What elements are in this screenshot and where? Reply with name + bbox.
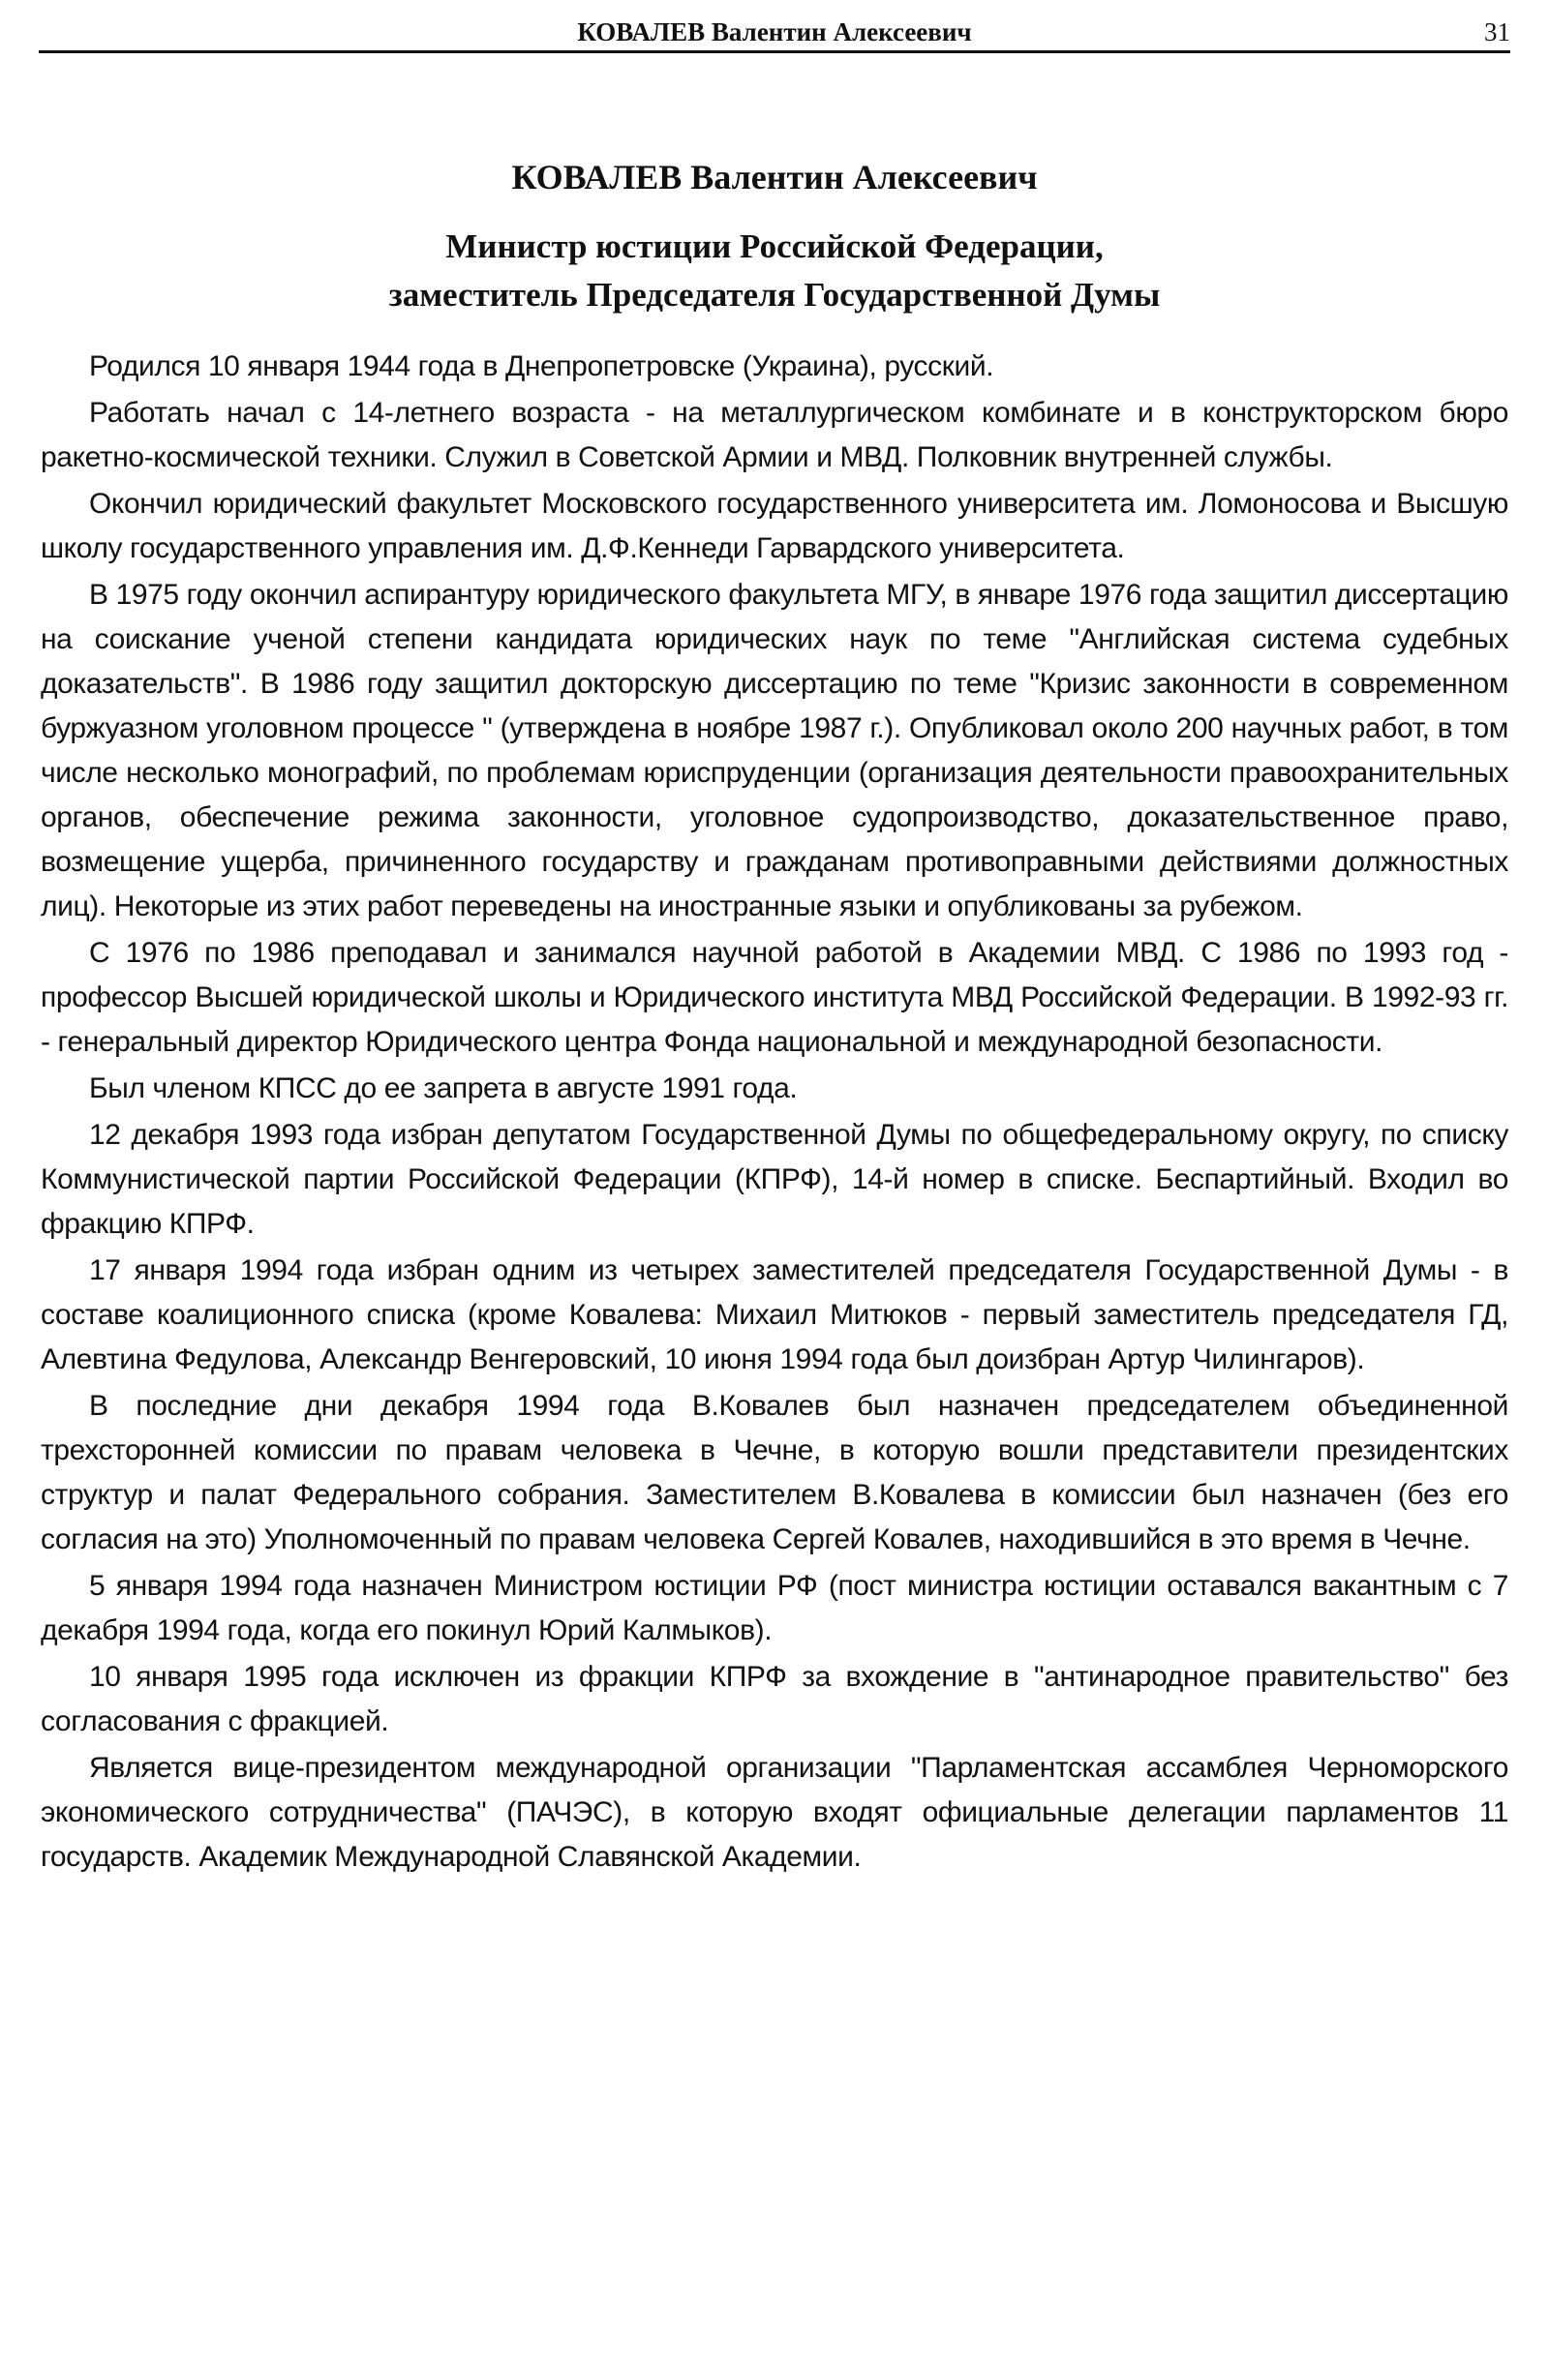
person-name: КОВАЛЕВ Валентин Алексеевич [511,158,1038,196]
biography-body [41,345,1508,1882]
paragraph: В последние дни декабря 1994 года В.Ковалев был назначен председателем объединенной трехсторонней комиссии по правам человека в Чечне, в которую вошли представители президентских структур и палат Федерального собрания. Заместителем В.Ковалева в комиссии был назначен (без его согласия на это) Уполномоченный по правам человека Сергей Ковалев, находившийся в это время в Чечне. [41,1390,1508,1555]
paragraph: С 1976 по 1986 преподавал и занимался научной работой в Академии МВД. С 1986 по 1993 год - профессор Высшей юридической школы и Юридического института МВД Российской Федерации. В 1992-93 гг. - генеральный директор Юридического центра Фонда национальной и международной безопасности. [41,937,1508,1058]
paragraph: 10 января 1995 года исключен из фракции КПРФ за вхождение в "антинародное правительство" без согласования с фракцией. [41,1661,1508,1737]
paragraph: В 1975 году окончил аспирантуру юридического факультета МГУ, в январе 1976 года защитил диссертацию на соискание ученой степени кандидата юридических наук по теме "Английская система судебных доказательств". В 1986 году защитил докторскую диссертацию по теме "Кризис законности в современном буржуазном уголовном процессе " (утверждена в ноябре 1987 г.). Опубликовал около 200 научных работ, в том числе несколько монографий, по проблемам юриспруденции (организация деятельности правоохранительных органов, обеспечение режима законности, уголовное судопроизводство, доказательственное право, возмещение ущерба, причиненного государству и гражданам противоправными действиями должностных лиц). Некоторые из этих работ переведены на иностранные языки и опубликованы за рубежом. [41,579,1508,922]
paragraph: Работать начал с 14-летнего возраста - на металлургическом комбинате и в конструкторском бюро ракетно-космической техники. Служил в Советской Армии и МВД. Полковник внутренней службы. [41,397,1508,473]
running-head-title: КОВАЛЕВ Валентин Алексеевич [577,17,972,46]
paragraph: Родился 10 января 1944 года в Днепропетровске (Украина), русский. [89,350,994,382]
article-heading [39,153,1510,319]
paragraph: Является вице-президентом международной организации "Парламентская ассамблея Черноморского экономического сотрудничества" (ПАЧЭС), в которую входят официальные делегации парламентов 11 государств. Академик Международной Славянской Академии. [41,1752,1508,1873]
paragraph: 12 декабря 1993 года избран депутатом Государственной Думы по общефедеральному округу, по списку Коммунистической партии Российской Федерации (КПРФ), 14-й номер в списке. Беспартийный. Входил во фракцию КПРФ. [41,1119,1508,1240]
header-rule [39,50,1510,53]
running-head [39,14,1510,52]
paragraph: 5 января 1994 года назначен Министром юстиции РФ (пост министра юстиции оставался вакантным с 7 декабря 1994 года, когда его покинул Юрий Калмыков). [41,1570,1508,1646]
position-line-2: заместитель Председателя Государственной Думы [388,276,1161,314]
paragraph: 17 января 1994 года избран одним из четырех заместителей председателя Государственной Думы - в составе коалиционного списка (кроме Ковалева: Михаил Митюков - первый заместитель председателя ГД, Алевтина Федулова, Александр Венгеровский, 10 июня 1994 года был доизбран Артур Чилингаров). [41,1254,1508,1375]
paragraph: Был членом КПСС до ее запрета в августе 1991 года. [89,1072,798,1104]
position-line-1: Министр юстиции Российской Федерации, [445,227,1104,265]
paragraph: Окончил юридический факультет Московского государственного университета им. Ломоносова и Высшую школу государственного управления им. Д.Ф.Кеннеди Гарвардского университета. [41,488,1508,564]
page-number: 31 [1484,17,1510,46]
